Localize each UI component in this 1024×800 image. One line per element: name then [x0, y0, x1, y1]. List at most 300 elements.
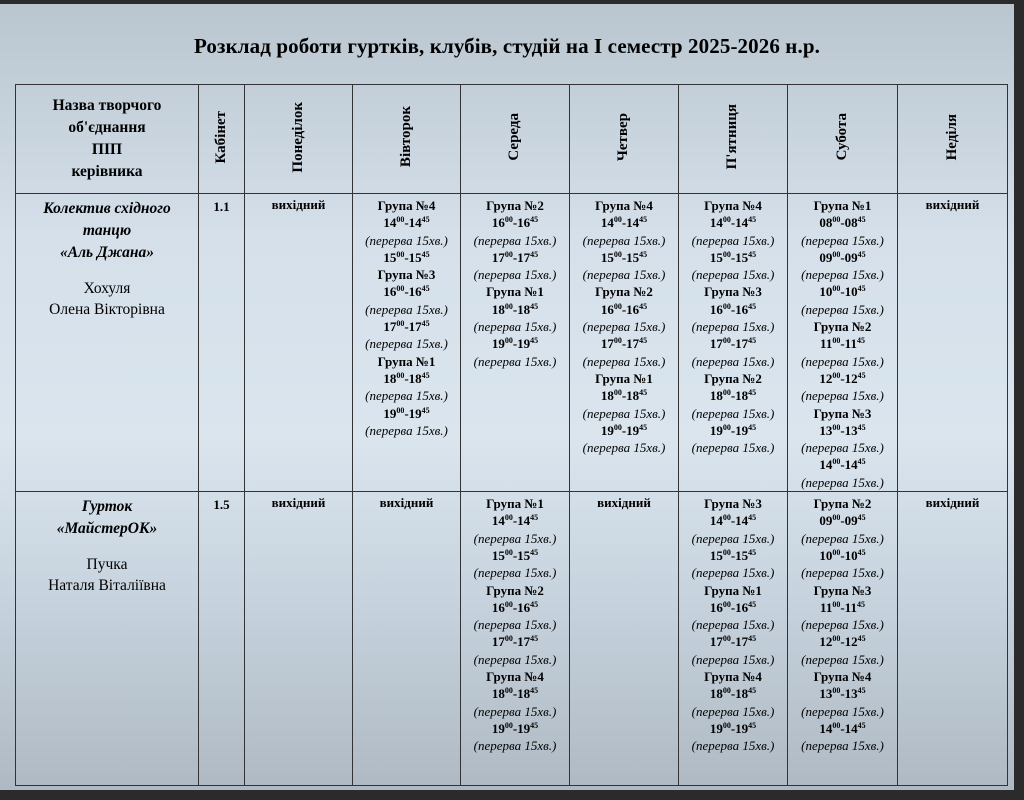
time-slot: $14^{00}-14^{45}$ [709, 215, 757, 231]
time-slot: $18^{00}-18^{45}$ [709, 686, 757, 702]
group-label: Група №3 [704, 284, 762, 300]
time-end-hour: 11 [844, 336, 857, 352]
time-slot: $17^{00}-17^{45}$ [383, 319, 430, 335]
group-label: Група №2 [486, 198, 544, 213]
time-end-min: 45 [857, 370, 866, 380]
time-end-hour: 18 [735, 686, 749, 702]
time-start-hour: 10 [819, 284, 833, 300]
time-end-min: 45 [857, 547, 866, 557]
time-start-min: 00 [722, 215, 731, 225]
time-start-min: 00 [832, 284, 841, 294]
time-start-min: 00 [504, 599, 513, 609]
time-start-hour: 14 [709, 513, 723, 529]
day-cell [570, 194, 679, 492]
break-note: (перерва 15хв.) [801, 353, 884, 369]
header-day-tuesday: Вівторок [397, 106, 414, 168]
time-end-hour: 15 [626, 249, 640, 265]
break-note: (перерва 15хв.) [691, 353, 775, 369]
time-start-hour: 15 [491, 547, 505, 563]
time-end-hour: 15 [517, 547, 531, 563]
time-start-min: 00 [722, 301, 731, 311]
time-start-hour: 13 [819, 686, 833, 702]
break-note: (перерва 15хв.) [801, 267, 884, 283]
break-note: (перерва 15хв.) [801, 617, 884, 633]
time-end-hour: 17 [735, 634, 749, 650]
break-note: (перерва 15хв.) [801, 388, 884, 404]
time-start-min: 00 [504, 336, 513, 346]
time-end-hour: 18 [735, 388, 749, 404]
time-end-min: 45 [639, 249, 648, 259]
club-name-line: «Аль Джана» [60, 244, 154, 261]
time-start-hour: 18 [383, 370, 397, 386]
break-note: (перерва 15хв.) [691, 703, 775, 719]
header-day-sunday: Неділя [943, 113, 960, 161]
time-start-min: 00 [832, 422, 841, 432]
break-note: (перерва 15хв.) [582, 232, 666, 248]
time-slot: $12^{00}-12^{45}$ [819, 634, 866, 650]
time-slot: $14^{00}-14^{45}$ [709, 513, 757, 529]
time-end-hour: 14 [626, 215, 640, 231]
time-slot: $14^{00}-14^{45}$ [819, 720, 866, 736]
break-note: (перерва 15хв.) [801, 565, 884, 581]
time-end-min: 45 [421, 370, 430, 380]
time-slot: $09^{00}-09^{45}$ [819, 513, 866, 529]
time-start-min: 00 [832, 634, 841, 644]
time-start-hour: 15 [600, 249, 614, 265]
break-note: (перерва 15хв.) [691, 565, 775, 581]
time-start-hour: 18 [709, 388, 723, 404]
group-label: Група №4 [704, 669, 762, 685]
time-end-min: 45 [530, 634, 539, 644]
time-start-min: 00 [722, 686, 731, 696]
break-note: (перерва 15хв.) [801, 651, 884, 667]
break-note: (перерва 15хв.) [473, 353, 557, 369]
break-note: (перерва 15хв.) [365, 422, 448, 438]
day-cell [788, 492, 898, 786]
time-end-min: 45 [748, 720, 757, 730]
time-start-min: 00 [832, 599, 841, 609]
time-end-min: 45 [748, 686, 757, 696]
group-label: Група №1 [486, 496, 544, 512]
time-end-min: 45 [530, 301, 539, 311]
time-start-hour: 17 [491, 249, 505, 265]
page-title: Розклад роботи гуртків, клубів, студій на І семестр 2025-2026 н.р. [194, 34, 820, 58]
time-start-hour: 19 [491, 720, 505, 736]
time-end-min: 45 [530, 720, 539, 730]
time-end-hour: 16 [517, 215, 531, 231]
time-start-min: 00 [722, 720, 731, 730]
time-end-min: 45 [639, 215, 648, 225]
time-start-hour: 16 [491, 599, 505, 615]
break-note: (перерва 15хв.) [473, 703, 557, 719]
time-end-hour: 19 [517, 720, 531, 736]
time-end-min: 45 [421, 215, 430, 225]
time-end-min: 45 [530, 547, 539, 557]
header-name-line: ПІП [91, 141, 123, 158]
time-end-min: 45 [857, 457, 866, 467]
time-start-min: 00 [613, 249, 622, 259]
group-label: Група №2 [704, 370, 762, 386]
time-end-hour: 10 [844, 284, 858, 300]
club-name-line: танцю [82, 222, 132, 239]
time-slot: $11^{00}-11^{45}$ [820, 599, 865, 615]
club-name-line: «МайстерОК» [56, 520, 158, 538]
time-start-min: 00 [504, 301, 513, 311]
break-note: (перерва 15хв.) [473, 267, 557, 283]
group-label: Група №2 [813, 319, 872, 335]
break-note: (перерва 15хв.) [365, 301, 448, 317]
header-day-saturday: Субота [833, 113, 850, 161]
time-end-hour: 15 [735, 547, 749, 563]
time-end-min: 45 [748, 249, 757, 259]
time-end-min: 45 [639, 422, 648, 432]
time-start-hour: 12 [819, 634, 833, 650]
day-cell: вихідний [245, 492, 353, 786]
time-start-hour: 14 [600, 215, 614, 231]
time-start-min: 00 [832, 513, 841, 523]
time-end-hour: 16 [735, 599, 749, 615]
group-label: Група №3 [377, 267, 436, 283]
time-start-min: 00 [832, 720, 841, 730]
group-label: Група №3 [813, 405, 872, 421]
time-start-hour: 14 [491, 513, 505, 529]
break-note: (перерва 15хв.) [473, 738, 557, 754]
time-end-hour: 16 [626, 301, 640, 317]
time-slot: $19^{00}-19^{45}$ [600, 422, 648, 438]
group-label: Група №4 [486, 669, 544, 685]
time-end-hour: 14 [517, 513, 531, 529]
time-end-min: 45 [748, 513, 757, 523]
time-end-hour: 17 [626, 336, 640, 352]
break-note: (перерва 15хв.) [582, 440, 666, 456]
break-note: (перерва 15хв.) [473, 319, 557, 335]
header-day-cell [461, 85, 570, 194]
time-end-hour: 14 [844, 720, 858, 736]
time-start-min: 00 [396, 249, 405, 259]
header-name-line: керівника [71, 163, 143, 180]
time-end-min: 45 [748, 301, 757, 311]
time-start-min: 00 [396, 319, 405, 329]
group-label: Група №2 [486, 582, 544, 598]
time-slot: $15^{00}-15^{45}$ [709, 249, 757, 265]
time-start-hour: 17 [491, 634, 505, 650]
time-end-hour: 18 [626, 388, 640, 404]
break-note: (перерва 15хв.) [582, 353, 666, 369]
group-label: Група №2 [595, 284, 653, 300]
time-end-hour: 19 [735, 720, 749, 736]
group-label: Група №4 [704, 198, 762, 213]
time-end-hour: 16 [517, 599, 531, 615]
time-slot: $12^{00}-12^{45}$ [819, 370, 866, 386]
time-start-min: 00 [613, 388, 622, 398]
time-slot: $16^{00}-16^{45}$ [491, 215, 539, 231]
break-note: (перерва 15хв.) [691, 651, 775, 667]
time-end-hour: 17 [517, 634, 531, 650]
break-note: (перерва 15хв.) [691, 319, 775, 335]
time-end-min: 45 [639, 388, 648, 398]
day-cell: вихідний [245, 194, 353, 492]
time-end-min: 45 [639, 336, 648, 346]
time-start-min: 00 [722, 336, 731, 346]
leader-name-line: Олена Вікторівна [49, 301, 165, 318]
time-slot: $15^{00}-15^{45}$ [709, 547, 757, 563]
time-end-hour: 19 [408, 405, 422, 421]
break-note: (перерва 15хв.) [801, 474, 884, 490]
time-end-min: 45 [748, 599, 757, 609]
time-end-min: 45 [857, 686, 866, 696]
time-start-hour: 11 [820, 599, 833, 615]
time-start-min: 00 [613, 336, 622, 346]
day-cell [679, 194, 788, 492]
club-cell [16, 492, 199, 786]
time-start-hour: 18 [600, 388, 614, 404]
time-start-hour: 11 [820, 336, 833, 352]
day-cell [679, 492, 788, 786]
time-slot: $15^{00}-15^{45}$ [491, 547, 539, 563]
leader-name-line: Хохуля [83, 280, 131, 297]
break-note: (перерва 15хв.) [582, 319, 666, 335]
time-slot: $10^{00}-10^{45}$ [819, 284, 866, 300]
time-start-hour: 16 [709, 599, 723, 615]
header-name-cell [16, 85, 199, 194]
day-cell [788, 194, 898, 492]
break-note: (перерва 15хв.) [473, 232, 557, 248]
time-slot: $09^{00}-09^{45}$ [819, 249, 866, 265]
break-note: (перерва 15хв.) [801, 232, 884, 248]
time-start-hour: 19 [709, 422, 723, 438]
room-cell: 1.5 [199, 492, 245, 786]
time-end-hour: 13 [844, 686, 858, 702]
time-end-hour: 16 [408, 284, 422, 300]
group-label: Група №3 [704, 496, 762, 512]
break-note: (перерва 15хв.) [473, 651, 557, 667]
group-label: Група №1 [704, 582, 762, 598]
time-end-hour: 15 [735, 249, 749, 265]
time-start-hour: 10 [819, 547, 833, 563]
time-start-min: 00 [504, 547, 513, 557]
time-slot: $17^{00}-17^{45}$ [491, 249, 539, 265]
break-note: (перерва 15хв.) [801, 440, 884, 456]
break-note: (перерва 15хв.) [473, 617, 557, 633]
slide [0, 4, 1014, 790]
time-end-min: 45 [748, 422, 757, 432]
header-day-wednesday: Середа [506, 113, 523, 161]
time-end-hour: 19 [735, 422, 749, 438]
time-start-min: 00 [722, 599, 731, 609]
time-start-hour: 14 [383, 215, 397, 231]
time-start-min: 00 [832, 215, 841, 225]
time-start-min: 00 [832, 686, 841, 696]
time-end-hour: 08 [844, 215, 858, 231]
time-end-hour: 17 [408, 319, 422, 335]
time-end-hour: 14 [408, 215, 422, 231]
time-start-hour: 15 [709, 249, 723, 265]
header-name-line: Назва творчого [52, 97, 162, 114]
time-end-hour: 12 [844, 634, 858, 650]
time-start-min: 00 [504, 513, 513, 523]
time-start-hour: 16 [600, 301, 614, 317]
time-end-hour: 18 [517, 301, 531, 317]
time-start-min: 00 [832, 547, 841, 557]
leader-name-line: Наталя Віталіївна [48, 577, 166, 595]
time-end-hour: 10 [844, 547, 858, 563]
time-start-min: 00 [613, 301, 622, 311]
header-room: Кабінет [212, 110, 229, 164]
time-start-min: 00 [613, 215, 622, 225]
leader-name-line: Пучка [86, 556, 128, 574]
time-start-hour: 09 [819, 513, 833, 529]
break-note: (перерва 15хв.) [801, 703, 884, 719]
time-start-min: 00 [613, 422, 622, 432]
time-end-min: 45 [857, 720, 866, 730]
group-label: Група №1 [813, 198, 872, 213]
time-end-min: 45 [530, 336, 539, 346]
time-slot: $13^{00}-13^{45}$ [819, 422, 866, 438]
header-day-cell [788, 85, 898, 194]
time-start-min: 00 [396, 284, 405, 294]
time-start-min: 00 [722, 388, 731, 398]
time-start-min: 00 [832, 249, 841, 259]
time-start-min: 00 [832, 457, 841, 467]
time-start-min: 00 [504, 686, 513, 696]
time-start-min: 00 [396, 370, 405, 380]
time-end-hour: 14 [735, 513, 749, 529]
time-slot: $14^{00}-14^{45}$ [383, 215, 430, 231]
time-start-hour: 16 [709, 301, 723, 317]
time-start-hour: 12 [819, 370, 833, 386]
break-note: (перерва 15хв.) [365, 336, 448, 352]
time-end-min: 45 [748, 634, 757, 644]
break-note: (перерва 15хв.) [691, 617, 775, 633]
break-note: (перерва 15хв.) [582, 267, 666, 283]
time-start-hour: 16 [383, 284, 397, 300]
time-end-hour: 17 [735, 336, 749, 352]
header-day-cell [898, 85, 1008, 194]
header-day-cell [570, 85, 679, 194]
table-row [16, 194, 1008, 492]
time-end-hour: 14 [844, 457, 858, 473]
time-slot: $15^{00}-15^{45}$ [383, 249, 430, 265]
time-start-min: 00 [504, 215, 513, 225]
time-start-hour: 17 [709, 336, 723, 352]
room-cell: 1.1 [199, 194, 245, 492]
time-slot: $17^{00}-17^{45}$ [709, 336, 757, 352]
time-slot: $18^{00}-18^{45}$ [491, 686, 539, 702]
time-end-min: 45 [530, 686, 539, 696]
time-end-min: 45 [748, 215, 757, 225]
time-end-min: 45 [748, 388, 757, 398]
group-label: Група №2 [813, 496, 872, 512]
time-start-hour: 17 [600, 336, 614, 352]
group-label: Група №4 [813, 669, 872, 685]
time-start-hour: 08 [819, 215, 833, 231]
time-slot: $08^{00}-08^{45}$ [819, 215, 866, 231]
break-note: (перерва 15хв.) [691, 405, 775, 421]
time-start-hour: 15 [709, 547, 723, 563]
break-note: (перерва 15хв.) [473, 565, 557, 581]
break-note: (перерва 15хв.) [365, 388, 448, 404]
header-day-friday: П'ятниця [724, 104, 741, 170]
time-end-min: 45 [857, 513, 866, 523]
time-start-hour: 19 [383, 405, 397, 421]
time-slot: $17^{00}-17^{45}$ [600, 336, 648, 352]
day-cell: вихідний [898, 492, 1008, 786]
time-start-min: 00 [396, 215, 405, 225]
time-end-min: 45 [857, 249, 866, 259]
time-start-min: 00 [722, 513, 731, 523]
time-start-hour: 15 [383, 249, 397, 265]
time-start-hour: 17 [383, 319, 397, 335]
time-end-hour: 11 [844, 599, 857, 615]
time-start-hour: 14 [819, 720, 833, 736]
time-end-hour: 18 [517, 686, 531, 702]
time-slot: $10^{00}-10^{45}$ [819, 547, 866, 563]
header-day-monday: Понеділок [289, 101, 306, 173]
time-end-min: 45 [639, 301, 648, 311]
header-day-cell [245, 85, 353, 194]
time-end-hour: 19 [517, 336, 531, 352]
schedule-table [15, 84, 1008, 786]
time-slot: $18^{00}-18^{45}$ [383, 370, 430, 386]
break-note: (перерва 15хв.) [691, 232, 775, 248]
club-name-line: Гурток [81, 498, 133, 516]
day-cell [353, 194, 461, 492]
time-start-hour: 14 [709, 215, 723, 231]
time-start-hour: 18 [491, 686, 505, 702]
time-end-min: 45 [856, 599, 865, 609]
time-slot: $19^{00}-19^{45}$ [709, 720, 757, 736]
time-slot: $18^{00}-18^{45}$ [600, 388, 648, 404]
time-end-hour: 09 [844, 249, 858, 265]
time-start-hour: 19 [600, 422, 614, 438]
group-label: Група №3 [813, 582, 872, 598]
time-end-min: 45 [530, 599, 539, 609]
break-note: (перерва 15хв.) [801, 738, 884, 754]
time-start-min: 00 [832, 370, 841, 380]
time-slot: $19^{00}-19^{45}$ [491, 336, 539, 352]
break-note: (перерва 15хв.) [473, 530, 557, 546]
time-start-min: 00 [504, 634, 513, 644]
time-slot: $18^{00}-18^{45}$ [491, 301, 539, 317]
time-slot: $17^{00}-17^{45}$ [491, 634, 539, 650]
time-end-min: 45 [421, 284, 430, 294]
time-start-hour: 13 [819, 422, 833, 438]
time-end-hour: 19 [626, 422, 640, 438]
club-cell [16, 194, 199, 492]
time-end-min: 45 [421, 405, 430, 415]
header-row [16, 85, 1008, 194]
time-end-min: 45 [857, 284, 866, 294]
day-cell: вихідний [570, 492, 679, 786]
time-slot: $17^{00}-17^{45}$ [709, 634, 757, 650]
time-start-hour: 17 [709, 634, 723, 650]
day-cell: вихідний [353, 492, 461, 786]
break-note: (перерва 15хв.) [365, 232, 448, 248]
time-slot: $14^{00}-14^{45}$ [600, 215, 648, 231]
time-start-hour: 19 [491, 336, 505, 352]
table-row [16, 492, 1008, 786]
time-end-hour: 15 [408, 249, 422, 265]
break-note: (перерва 15хв.) [582, 405, 666, 421]
group-label: Група №4 [377, 198, 436, 213]
group-label: Група №1 [486, 284, 544, 300]
time-end-min: 45 [421, 249, 430, 259]
time-start-min: 00 [396, 405, 405, 415]
time-start-hour: 14 [819, 457, 833, 473]
time-end-hour: 09 [844, 513, 858, 529]
break-note: (перерва 15хв.) [691, 267, 775, 283]
time-end-min: 45 [748, 547, 757, 557]
